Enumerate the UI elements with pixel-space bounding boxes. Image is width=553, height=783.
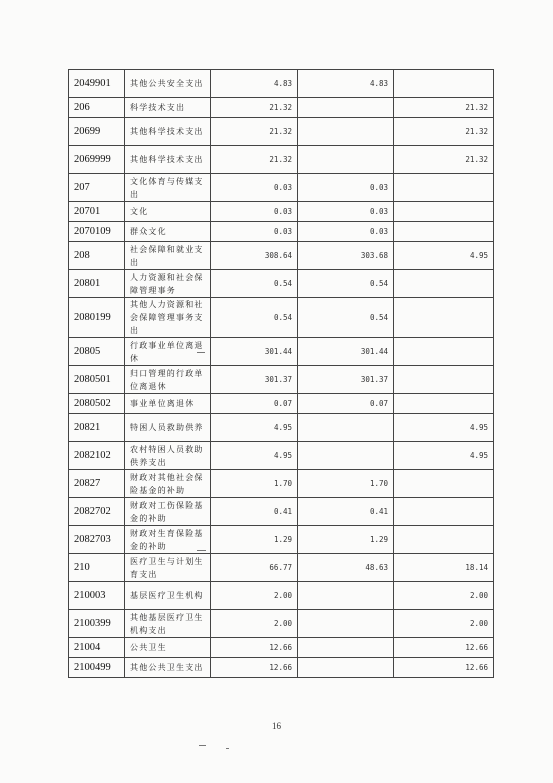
total-amount: 0.03 xyxy=(211,202,298,222)
subject-name: 归口管理的行政单位离退休 xyxy=(125,366,211,394)
subject-code: 2100399 xyxy=(69,610,125,638)
table-row xyxy=(69,242,494,270)
total-amount: 0.03 xyxy=(211,174,298,202)
total-amount: 0.41 xyxy=(211,498,298,526)
basic-expenditure xyxy=(298,98,394,118)
project-expenditure: 2.00 xyxy=(394,582,494,610)
subject-code: 20801 xyxy=(69,270,125,298)
subject-name: 财政对其他社会保险基金的补助 xyxy=(125,470,211,498)
subject-code: 2080199 xyxy=(69,298,125,338)
total-amount: 0.07 xyxy=(211,394,298,414)
table-row xyxy=(69,298,494,338)
subject-name: 其他科学技术支出 xyxy=(125,146,211,174)
project-expenditure: 21.32 xyxy=(394,146,494,174)
subject-code: 20827 xyxy=(69,470,125,498)
basic-expenditure: 1.70 xyxy=(298,470,394,498)
project-expenditure: 12.66 xyxy=(394,638,494,658)
project-expenditure xyxy=(394,222,494,242)
project-expenditure xyxy=(394,174,494,202)
table-row xyxy=(69,658,494,678)
total-amount: 4.95 xyxy=(211,414,298,442)
subject-name: 基层医疗卫生机构 xyxy=(125,582,211,610)
subject-code: 20701 xyxy=(69,202,125,222)
table-row xyxy=(69,414,494,442)
subject-code: 2070109 xyxy=(69,222,125,242)
table-row xyxy=(69,118,494,146)
total-amount: 1.70 xyxy=(211,470,298,498)
basic-expenditure: 0.54 xyxy=(298,298,394,338)
table-row xyxy=(69,394,494,414)
table-row xyxy=(69,202,494,222)
subject-code: 20699 xyxy=(69,118,125,146)
subject-name: 科学技术支出 xyxy=(125,98,211,118)
basic-expenditure: 0.03 xyxy=(298,202,394,222)
scan-mark xyxy=(197,550,206,551)
basic-expenditure: 301.37 xyxy=(298,366,394,394)
scan-mark xyxy=(199,745,206,746)
project-expenditure xyxy=(394,394,494,414)
basic-expenditure: 48.63 xyxy=(298,554,394,582)
subject-name: 医疗卫生与计划生育支出 xyxy=(125,554,211,582)
subject-name: 其他人力资源和社会保障管理事务支出 xyxy=(125,298,211,338)
table-row xyxy=(69,270,494,298)
basic-expenditure: 0.07 xyxy=(298,394,394,414)
project-expenditure: 4.95 xyxy=(394,414,494,442)
project-expenditure xyxy=(394,470,494,498)
basic-expenditure xyxy=(298,414,394,442)
table-row xyxy=(69,442,494,470)
subject-code: 2069999 xyxy=(69,146,125,174)
project-expenditure xyxy=(394,202,494,222)
project-expenditure xyxy=(394,366,494,394)
total-amount: 4.83 xyxy=(211,70,298,98)
project-expenditure: 4.95 xyxy=(394,242,494,270)
subject-code: 2082702 xyxy=(69,498,125,526)
subject-code: 207 xyxy=(69,174,125,202)
table-row xyxy=(69,174,494,202)
subject-name: 公共卫生 xyxy=(125,638,211,658)
project-expenditure: 4.95 xyxy=(394,442,494,470)
table-row xyxy=(69,366,494,394)
table-row xyxy=(69,470,494,498)
subject-name: 其他基层医疗卫生机构支出 xyxy=(125,610,211,638)
project-expenditure: 12.66 xyxy=(394,658,494,678)
subject-name: 财政对工伤保险基金的补助 xyxy=(125,498,211,526)
total-amount: 1.29 xyxy=(211,526,298,554)
project-expenditure xyxy=(394,298,494,338)
basic-expenditure xyxy=(298,118,394,146)
total-amount: 12.66 xyxy=(211,638,298,658)
basic-expenditure xyxy=(298,146,394,174)
subject-code: 210 xyxy=(69,554,125,582)
subject-name: 其他公共安全支出 xyxy=(125,70,211,98)
total-amount: 301.44 xyxy=(211,338,298,366)
basic-expenditure: 301.44 xyxy=(298,338,394,366)
subject-name: 行政事业单位离退休 xyxy=(125,338,211,366)
table-row xyxy=(69,582,494,610)
project-expenditure xyxy=(394,70,494,98)
table-row xyxy=(69,338,494,366)
table-row xyxy=(69,70,494,98)
basic-expenditure xyxy=(298,638,394,658)
subject-name: 其他公共卫生支出 xyxy=(125,658,211,678)
basic-expenditure: 0.03 xyxy=(298,222,394,242)
basic-expenditure: 4.83 xyxy=(298,70,394,98)
subject-code: 206 xyxy=(69,98,125,118)
subject-code: 2080502 xyxy=(69,394,125,414)
project-expenditure xyxy=(394,526,494,554)
project-expenditure xyxy=(394,270,494,298)
project-expenditure xyxy=(394,338,494,366)
total-amount: 21.32 xyxy=(211,118,298,146)
subject-code: 210003 xyxy=(69,582,125,610)
subject-name: 社会保障和就业支出 xyxy=(125,242,211,270)
scan-mark xyxy=(226,748,229,749)
subject-code: 20821 xyxy=(69,414,125,442)
total-amount: 21.32 xyxy=(211,146,298,174)
table-row xyxy=(69,526,494,554)
basic-expenditure: 0.03 xyxy=(298,174,394,202)
subject-name: 其他科学技术支出 xyxy=(125,118,211,146)
total-amount: 66.77 xyxy=(211,554,298,582)
total-amount: 4.95 xyxy=(211,442,298,470)
total-amount: 0.54 xyxy=(211,270,298,298)
subject-name: 特困人员救助供养 xyxy=(125,414,211,442)
total-amount: 0.03 xyxy=(211,222,298,242)
table-row xyxy=(69,222,494,242)
table-row xyxy=(69,498,494,526)
subject-name: 文化体育与传媒支出 xyxy=(125,174,211,202)
basic-expenditure xyxy=(298,582,394,610)
project-expenditure: 2.00 xyxy=(394,610,494,638)
subject-code: 208 xyxy=(69,242,125,270)
project-expenditure: 21.32 xyxy=(394,98,494,118)
subject-code: 20805 xyxy=(69,338,125,366)
total-amount: 21.32 xyxy=(211,98,298,118)
table-row xyxy=(69,638,494,658)
subject-name: 文化 xyxy=(125,202,211,222)
total-amount: 12.66 xyxy=(211,658,298,678)
total-amount: 308.64 xyxy=(211,242,298,270)
table-row xyxy=(69,98,494,118)
basic-expenditure xyxy=(298,658,394,678)
basic-expenditure: 1.29 xyxy=(298,526,394,554)
project-expenditure: 18.14 xyxy=(394,554,494,582)
scan-mark xyxy=(197,352,205,353)
total-amount: 2.00 xyxy=(211,610,298,638)
project-expenditure xyxy=(394,498,494,526)
subject-name: 农村特困人员救助供养支出 xyxy=(125,442,211,470)
basic-expenditure: 0.54 xyxy=(298,270,394,298)
project-expenditure: 21.32 xyxy=(394,118,494,146)
subject-code: 2049901 xyxy=(69,70,125,98)
subject-code: 2080501 xyxy=(69,366,125,394)
subject-name: 人力资源和社会保障管理事务 xyxy=(125,270,211,298)
table-row xyxy=(69,610,494,638)
total-amount: 0.54 xyxy=(211,298,298,338)
subject-name: 群众文化 xyxy=(125,222,211,242)
table-row xyxy=(69,146,494,174)
basic-expenditure xyxy=(298,442,394,470)
basic-expenditure: 0.41 xyxy=(298,498,394,526)
page-number: 16 xyxy=(272,721,281,731)
basic-expenditure: 303.68 xyxy=(298,242,394,270)
subject-code: 2082102 xyxy=(69,442,125,470)
budget-expenditure-table xyxy=(68,69,494,678)
subject-name: 事业单位离退休 xyxy=(125,394,211,414)
subject-code: 2100499 xyxy=(69,658,125,678)
total-amount: 2.00 xyxy=(211,582,298,610)
subject-code: 21004 xyxy=(69,638,125,658)
subject-name: 财政对生育保险基金的补助 xyxy=(125,526,211,554)
total-amount: 301.37 xyxy=(211,366,298,394)
subject-code: 2082703 xyxy=(69,526,125,554)
table-row xyxy=(69,554,494,582)
basic-expenditure xyxy=(298,610,394,638)
